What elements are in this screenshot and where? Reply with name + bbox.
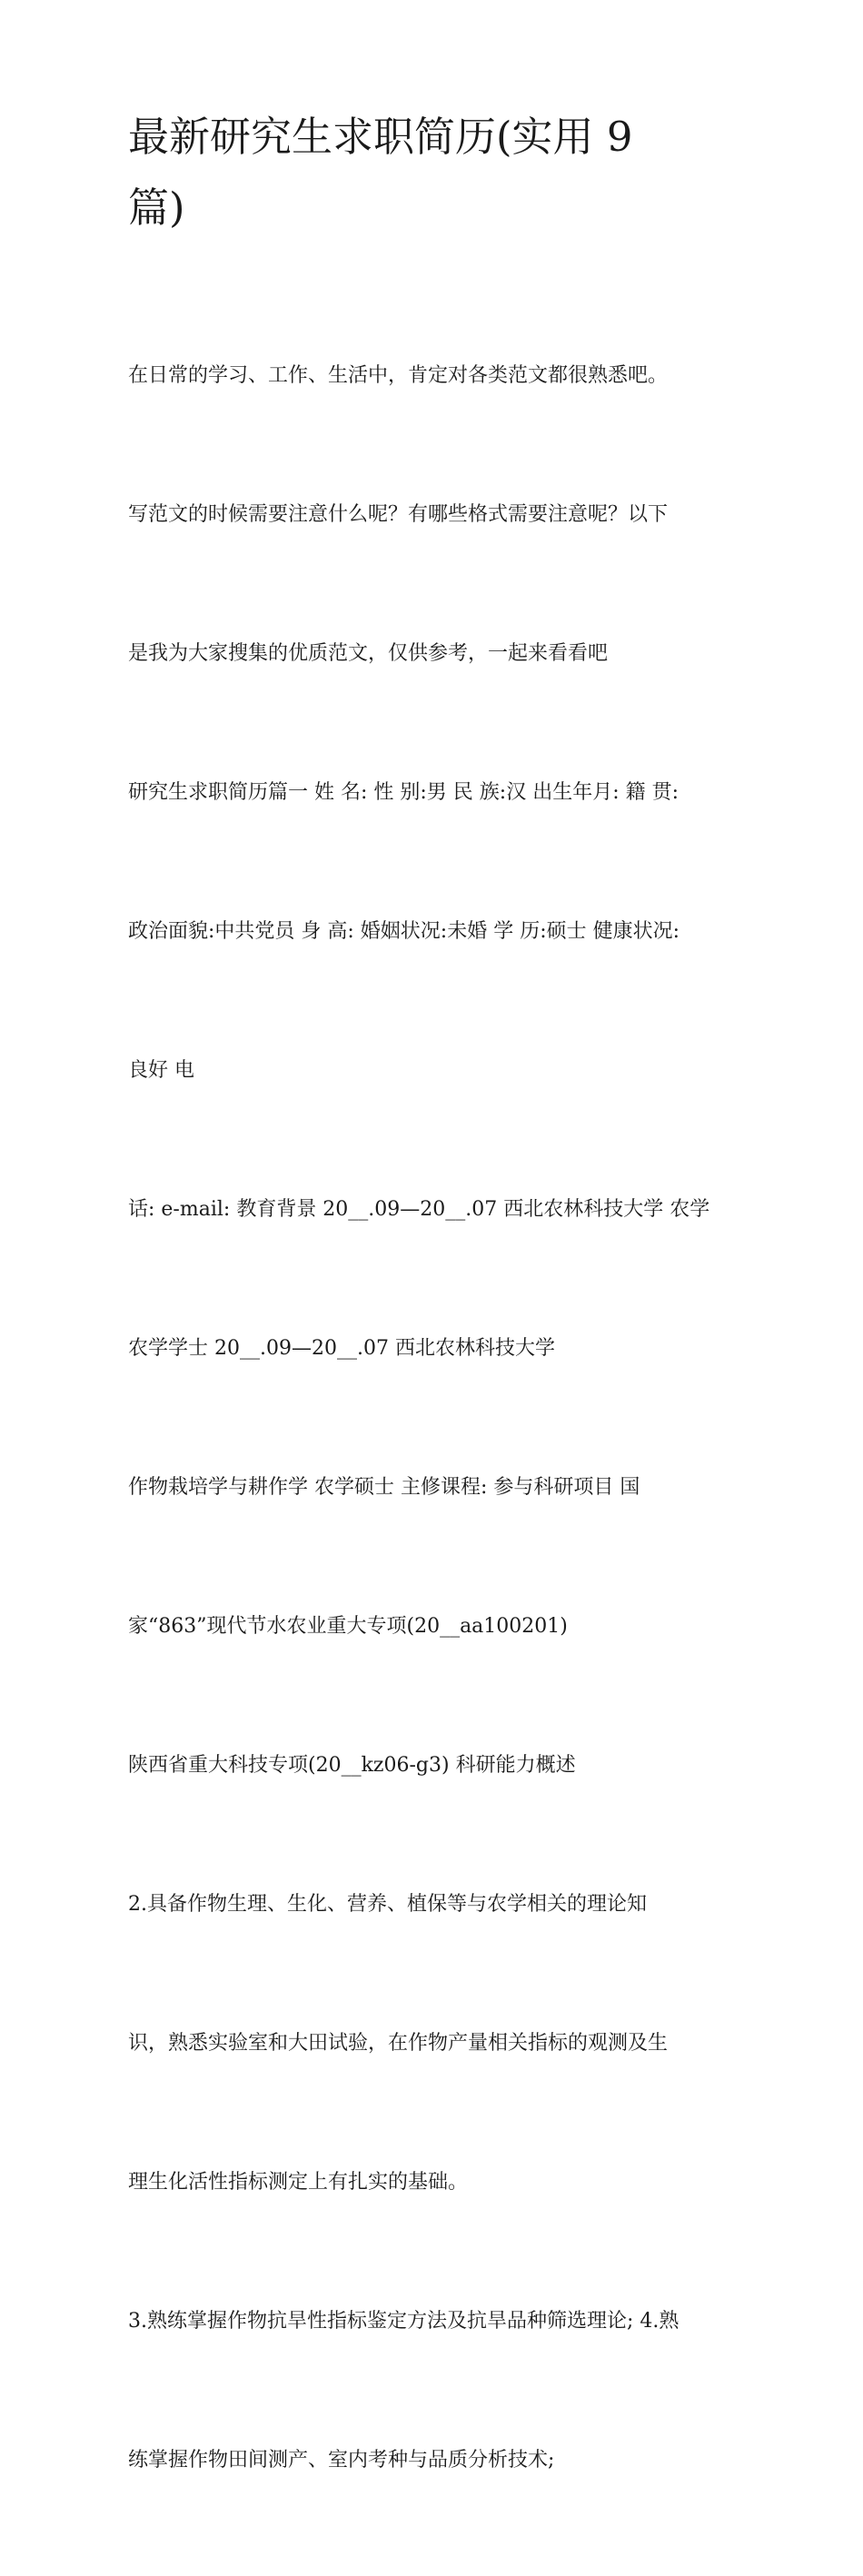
title-line-1: 最新研究生求职简历(实用 9 <box>128 113 633 161</box>
document-page <box>128 102 746 2576</box>
body-line: 理生化活性指标测定上有扎实的基础。 <box>128 2171 469 2194</box>
body-line: 研究生求职简历篇一 姓 名: 性 别:男 民 族:汉 出生年月: 籍 贯: <box>128 781 679 804</box>
body-line: 是我为大家搜集的优质范文，仅供参考，一起来看看吧 <box>128 642 609 665</box>
document-title <box>128 102 709 243</box>
body-line: 3.熟练掌握作物抗旱性指标鉴定方法及抗旱品种筛选理论; 4.熟 <box>128 2310 679 2333</box>
body-line: 写范文的时候需要注意什么呢？有哪些格式需要注意呢？以下 <box>128 503 669 526</box>
body-line: 识，熟悉实验室和大田试验，在作物产量相关指标的观测及生 <box>128 2032 669 2055</box>
body-line: 在日常的学习、工作、生活中，肯定对各类范文都很熟悉吧。 <box>128 364 669 387</box>
body-line: 家“863”现代节水农业重大专项(20__aa100201) <box>128 1615 568 1638</box>
document-body <box>128 260 746 2576</box>
title-line-2: 篇) <box>128 183 185 232</box>
body-line: 农学学士 20__.09—20__.07 西北农林科技大学 <box>128 1337 555 1360</box>
body-line: 练掌握作物田间测产、室内考种与品质分析技术; <box>128 2449 555 2472</box>
body-line: 2.具备作物生理、生化、营养、植保等与农学相关的理论知 <box>128 1893 647 1916</box>
body-line: 陕西省重大科技专项(20__kz06-g3) 科研能力概述 <box>128 1754 576 1777</box>
body-line: 作物栽培学与耕作学 农学硕士 主修课程: 参与科研项目 国 <box>128 1476 640 1499</box>
body-line: 良好 电 <box>128 1059 194 1082</box>
body-line: 话: e-mail: 教育背景 20__.09—20__.07 西北农林科技大学 农学 <box>128 1198 710 1221</box>
body-line: 政治面貌:中共党员 身 高: 婚姻状况:未婚 学 历:硕士 健康状况: <box>128 920 680 943</box>
